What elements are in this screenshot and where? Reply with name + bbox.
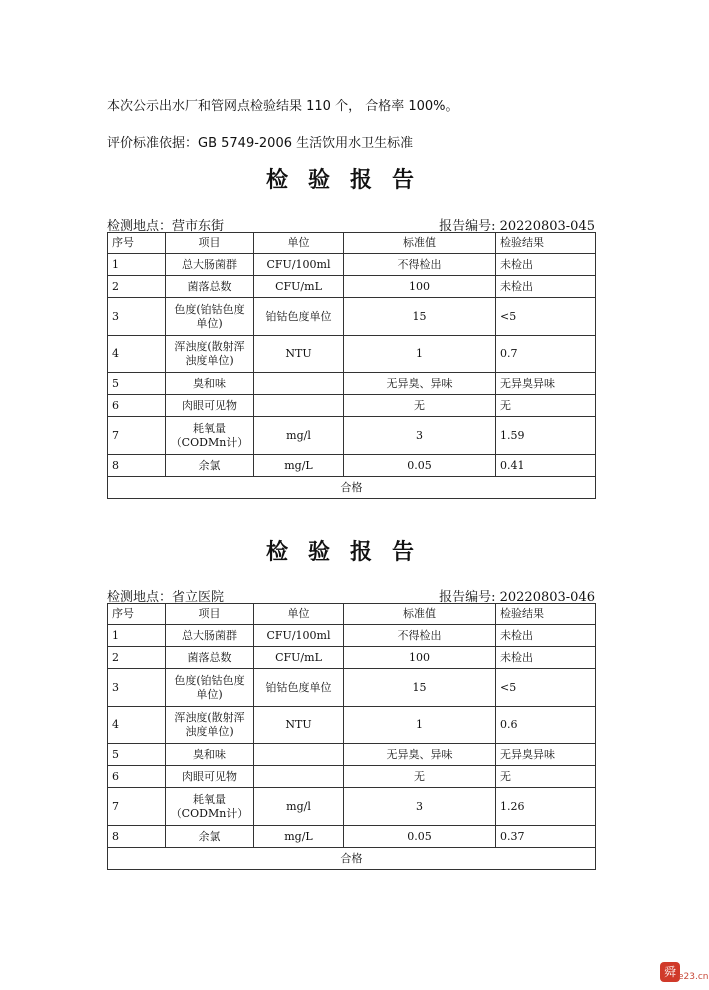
cell-no: 6: [108, 395, 166, 417]
cell-no: 2: [108, 647, 166, 669]
cell-unit: CFU/mL: [254, 276, 344, 298]
cell-item: 肉眼可见物: [166, 766, 254, 788]
report-table: [107, 232, 596, 499]
table-row: [108, 373, 596, 395]
table-row: [108, 417, 596, 455]
cell-result: 0.37: [496, 826, 596, 848]
cell-unit: CFU/100ml: [254, 254, 344, 276]
header-cell: 单位: [254, 604, 344, 625]
cell-no: 3: [108, 298, 166, 336]
report-title: 检验报告: [265, 167, 434, 193]
cell-standard: 无: [344, 395, 496, 417]
table-row: [108, 298, 596, 336]
cell-unit: [254, 373, 344, 395]
header-cell: 单位: [254, 233, 344, 254]
cell-standard: 3: [344, 788, 496, 826]
cell-unit: [254, 766, 344, 788]
cell-result: 未检出: [496, 625, 596, 647]
cell-standard: 不得检出: [344, 625, 496, 647]
report-number: 报告编号: 20220803-045: [439, 219, 595, 234]
cell-no: 8: [108, 826, 166, 848]
report-number: 报告编号: 20220803-046: [439, 590, 595, 605]
cell-unit: CFU/100ml: [254, 625, 344, 647]
cell-unit: NTU: [254, 336, 344, 373]
cell-unit: mg/l: [254, 788, 344, 826]
cell-result: 未检出: [496, 276, 596, 298]
table-row: [108, 826, 596, 848]
header-cell: 项目: [166, 233, 254, 254]
conclusion-row: [108, 477, 596, 499]
table-row: [108, 276, 596, 298]
cell-item: 色度(铂钴色度单位): [166, 669, 254, 707]
cell-result: 0.41: [496, 455, 596, 477]
seal-logo: 舜: [660, 962, 680, 982]
cell-standard: 无异臭、异味: [344, 373, 496, 395]
cell-standard: 100: [344, 647, 496, 669]
cell-no: 2: [108, 276, 166, 298]
cell-no: 8: [108, 455, 166, 477]
report-location: 检测地点：营市东街: [107, 219, 225, 234]
cell-item: 总大肠菌群: [166, 254, 254, 276]
table-row: [108, 669, 596, 707]
cell-no: 7: [108, 788, 166, 826]
cell-item: 耗氧量（CODMn计）: [166, 417, 254, 455]
cell-result: 0.6: [496, 707, 596, 744]
cell-no: 7: [108, 417, 166, 455]
table-row: [108, 336, 596, 373]
cell-unit: mg/l: [254, 417, 344, 455]
cell-standard: 15: [344, 669, 496, 707]
intro-summary: 本次公示出水厂和管网点检验结果 110 个， 合格率 100%。: [107, 99, 459, 114]
header-cell: 检验结果: [496, 233, 596, 254]
cell-item: 余氯: [166, 826, 254, 848]
cell-no: 6: [108, 766, 166, 788]
cell-result: 1.26: [496, 788, 596, 826]
cell-standard: 无: [344, 766, 496, 788]
cell-item: 菌落总数: [166, 276, 254, 298]
cell-standard: 3: [344, 417, 496, 455]
cell-standard: 1: [344, 707, 496, 744]
table-row: [108, 766, 596, 788]
cell-standard: 100: [344, 276, 496, 298]
table-row: [108, 707, 596, 744]
cell-item: 臭和味: [166, 744, 254, 766]
cell-unit: 铂钴色度单位: [254, 298, 344, 336]
cell-item: 浑浊度(散射浑浊度单位): [166, 336, 254, 373]
cell-standard: 不得检出: [344, 254, 496, 276]
cell-no: 4: [108, 707, 166, 744]
cell-item: 肉眼可见物: [166, 395, 254, 417]
cell-no: 5: [108, 744, 166, 766]
cell-result: 无异臭异味: [496, 373, 596, 395]
cell-unit: 铂钴色度单位: [254, 669, 344, 707]
table-row: [108, 395, 596, 417]
cell-result: 无: [496, 395, 596, 417]
cell-unit: NTU: [254, 707, 344, 744]
report-location: 检测地点：省立医院: [107, 590, 225, 605]
cell-item: 总大肠菌群: [166, 625, 254, 647]
table-row: [108, 455, 596, 477]
cell-unit: [254, 395, 344, 417]
cell-result: 0.7: [496, 336, 596, 373]
cell-no: 5: [108, 373, 166, 395]
table-row: [108, 647, 596, 669]
cell-result: 未检出: [496, 647, 596, 669]
cell-unit: mg/L: [254, 826, 344, 848]
cell-item: 色度(铂钴色度单位): [166, 298, 254, 336]
cell-item: 臭和味: [166, 373, 254, 395]
cell-result: <5: [496, 669, 596, 707]
cell-standard: 15: [344, 298, 496, 336]
intro-standard: 评价标准依据：GB 5749-2006 生活饮用水卫生标准: [107, 136, 414, 151]
table-row: [108, 744, 596, 766]
cell-standard: 无异臭、异味: [344, 744, 496, 766]
cell-item: 菌落总数: [166, 647, 254, 669]
header-cell: 标准值: [344, 233, 496, 254]
header-cell: 序号: [108, 604, 166, 625]
site-watermark: [660, 962, 709, 988]
cell-no: 1: [108, 254, 166, 276]
table-header-row: [108, 604, 596, 625]
header-cell: 标准值: [344, 604, 496, 625]
cell-standard: 0.05: [344, 455, 496, 477]
table-row: [108, 788, 596, 826]
cell-result: 无: [496, 766, 596, 788]
cell-no: 1: [108, 625, 166, 647]
conclusion-row: [108, 848, 596, 870]
cell-no: 4: [108, 336, 166, 373]
header-cell: 项目: [166, 604, 254, 625]
cell-result: 未检出: [496, 254, 596, 276]
cell-item: 浑浊度(散射浑浊度单位): [166, 707, 254, 744]
cell-result: <5: [496, 298, 596, 336]
cell-unit: [254, 744, 344, 766]
table-row: [108, 254, 596, 276]
cell-result: 无异臭异味: [496, 744, 596, 766]
report-table: [107, 603, 596, 870]
header-cell: 序号: [108, 233, 166, 254]
cell-result: 1.59: [496, 417, 596, 455]
cell-item: 耗氧量（CODMn计）: [166, 788, 254, 826]
cell-standard: 0.05: [344, 826, 496, 848]
table-row: [108, 625, 596, 647]
cell-item: 余氯: [166, 455, 254, 477]
header-cell: 检验结果: [496, 604, 596, 625]
table-header-row: [108, 233, 596, 254]
report-title: 检验报告: [265, 539, 434, 565]
conclusion-cell: 合格: [108, 477, 596, 499]
cell-no: 3: [108, 669, 166, 707]
conclusion-cell: 合格: [108, 848, 596, 870]
cell-unit: CFU/mL: [254, 647, 344, 669]
cell-standard: 1: [344, 336, 496, 373]
watermark-site: e23.cn: [678, 972, 709, 982]
cell-unit: mg/L: [254, 455, 344, 477]
